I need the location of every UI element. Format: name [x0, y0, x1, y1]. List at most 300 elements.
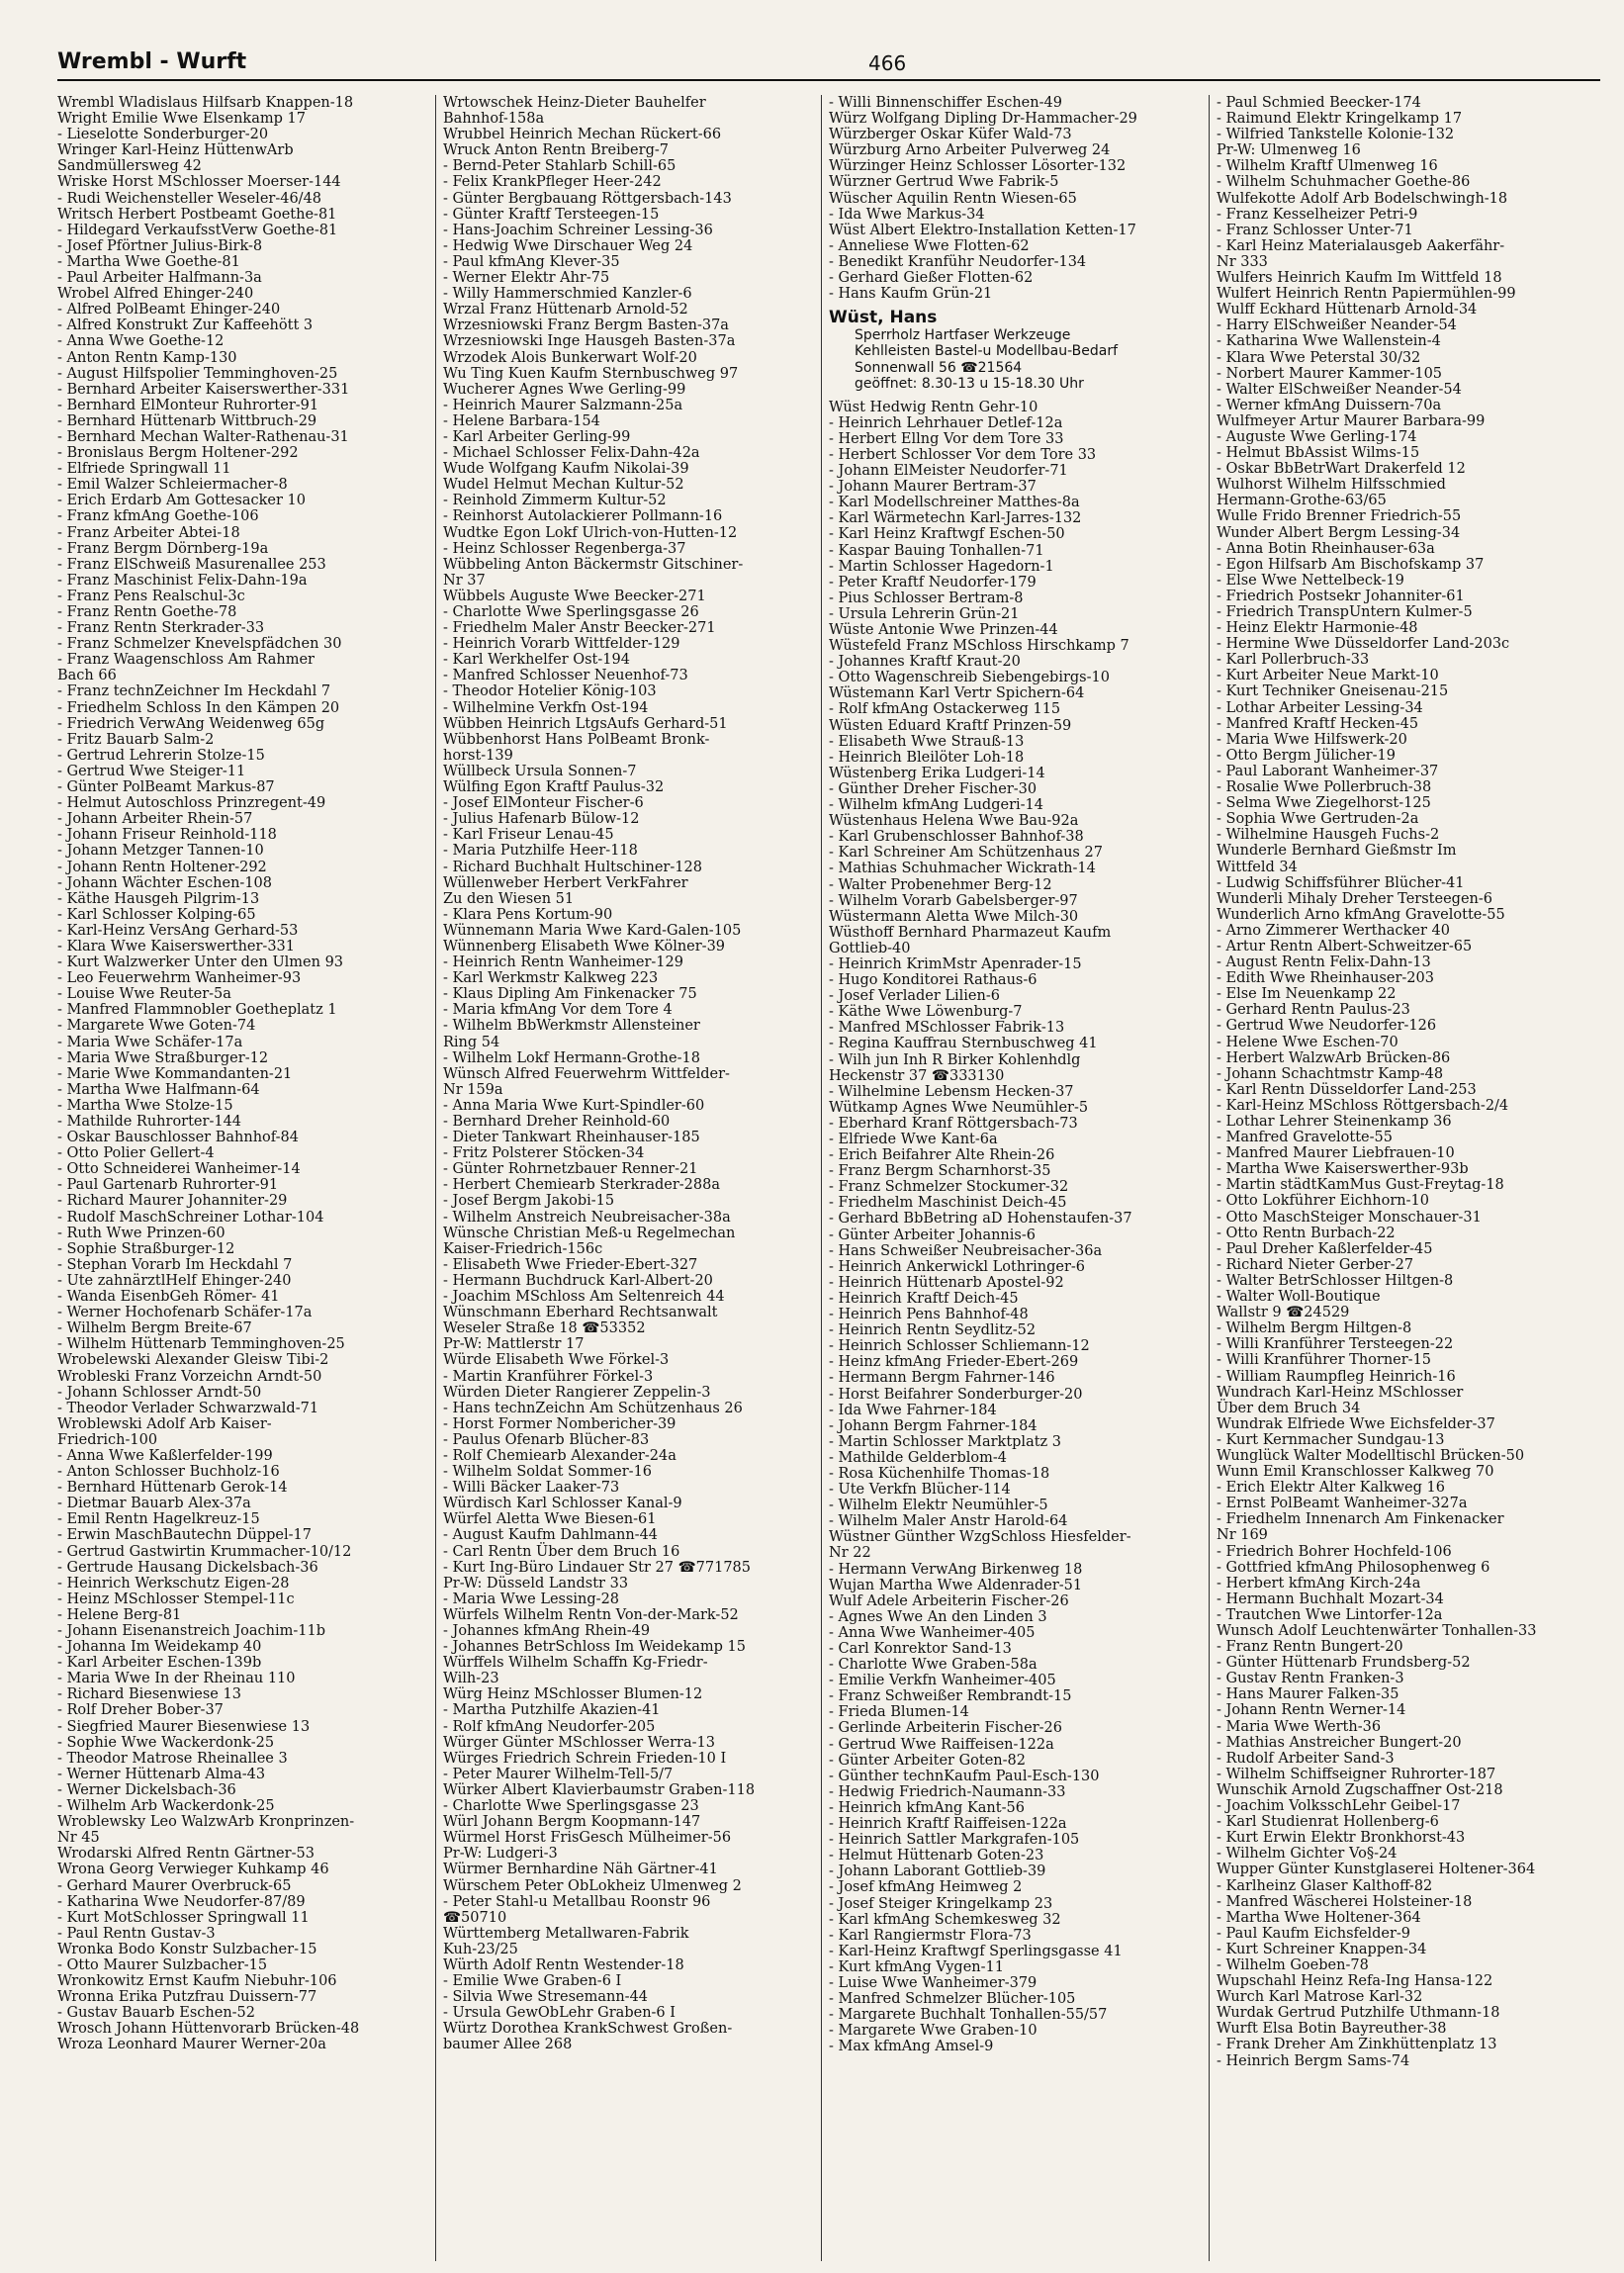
directory-entry: Pr-W: Ludgeri-3 [443, 1846, 558, 1863]
directory-entry: Würger Günter MSchlosser Werra-13 [443, 1734, 715, 1751]
directory-entry: Wüscher Aquilin Rentn Wiesen-65 [829, 190, 1077, 207]
directory-entry: - Willi Binnenschiffer Eschen-49 [829, 95, 1062, 111]
directory-entry: - Sophie Straßburger-12 [57, 1240, 235, 1257]
directory-entry: - Wilh jun Inh R Birker Kohlenhdlg [829, 1051, 1081, 1068]
directory-entry: - Leo Feuerwehrm Wanheimer-93 [57, 970, 302, 987]
directory-entry: - Klara Pens Kortum-90 [443, 906, 613, 923]
directory-entry: - Käthe Hausgeh Pilgrim-13 [57, 890, 260, 907]
directory-entry: - Gertrude Hausang Dickelsbach-36 [57, 1559, 318, 1576]
directory-entry: - Rolf Dreher Bober-37 [57, 1702, 224, 1719]
directory-entry: - Johann Friseur Reinhold-118 [57, 827, 277, 844]
directory-entry: Wünsche Christian Meß-u Regelmechan [443, 1225, 736, 1241]
directory-entry: Weseler Straße 18 ☎53352 [443, 1320, 646, 1337]
directory-entry: - Emil Walzer Schleiermacher-8 [57, 477, 288, 494]
directory-entry: Wunn Emil Kranschlosser Kalkweg 70 [1217, 1464, 1494, 1481]
directory-entry: Wude Wolfgang Kaufm Nikolai-39 [443, 461, 689, 478]
directory-columns [57, 95, 1600, 2261]
directory-entry: - Karl Rentn Düsseldorfer Land-253 [1217, 1081, 1477, 1098]
directory-entry: Wroblewsky Leo WalzwArb Kronprinzen- [57, 1814, 355, 1831]
directory-entry: - Richard Biesenwiese 13 [57, 1686, 241, 1703]
directory-entry: - Heinrich Schlosser Schliemann-12 [829, 1338, 1090, 1355]
directory-entry: - Maria Wwe Schäfer-17a [57, 1034, 243, 1050]
directory-entry: - Wanda EisenbGeh Römer- 41 [57, 1289, 280, 1306]
directory-entry: Wüsthoff Bernhard Pharmazeut Kaufm [829, 924, 1112, 941]
directory-entry: - Werner Hüttenarb Alma-43 [57, 1766, 266, 1782]
directory-entry: - Walter Probenehmer Berg-12 [829, 876, 1052, 893]
directory-entry: - Maria Putzhilfe Heer-118 [443, 843, 638, 860]
directory-entry: - Johannes kfmAng Rhein-49 [443, 1623, 651, 1639]
directory-entry: - Heinrich Hüttenarb Apostel-92 [829, 1274, 1064, 1291]
directory-entry: - Helene Berg-81 [57, 1606, 182, 1623]
directory-entry: - Franz Schlosser Unter-71 [1217, 222, 1413, 238]
directory-entry: Wrobleski Franz Vorzeichn Arndt-50 [57, 1368, 322, 1385]
directory-entry: - Werner kfmAng Duissern-70a [1217, 397, 1442, 413]
directory-entry: - Anna Wwe Kaßlerfelder-199 [57, 1447, 273, 1464]
directory-entry: - Frieda Blumen-14 [829, 1704, 969, 1721]
directory-entry: - Kurt kfmAng Vygen-11 [829, 1958, 1004, 1975]
directory-entry: - Maria Wwe Straßburger-12 [57, 1049, 269, 1066]
directory-entry: - Otto Lokführer Eichhorn-10 [1217, 1193, 1430, 1210]
directory-entry: Zu den Wiesen 51 [443, 890, 575, 907]
directory-entry: - Rudolf Arbeiter Sand-3 [1217, 1750, 1395, 1767]
directory-entry: - Norbert Maurer Kammer-105 [1217, 365, 1443, 382]
directory-entry: - Helmut BbAssist Wilms-15 [1217, 445, 1420, 462]
directory-entry: - Stephan Vorarb Im Heckdahl 7 [57, 1256, 293, 1273]
directory-entry: - Benedikt Kranführ Neudorfer-134 [829, 253, 1087, 270]
directory-entry: - Paul Arbeiter Halfmann-3a [57, 270, 262, 287]
directory-entry: - Kurt Techniker Gneisenau-215 [1217, 683, 1449, 700]
directory-entry: - Herbert Chemiearb Sterkrader-288a [443, 1177, 720, 1194]
directory-entry: Wübben Heinrich LtgsAufs Gerhard-51 [443, 715, 728, 732]
directory-entry: - Peter Maurer Wilhelm-Tell-5/7 [443, 1766, 674, 1782]
directory-entry: - Trautchen Wwe Lintorfer-12a [1217, 1606, 1443, 1623]
directory-entry: - Richard Maurer Johanniter-29 [57, 1193, 288, 1210]
directory-entry: - Wilhelm Lokf Hermann-Grothe-18 [443, 1049, 700, 1066]
directory-entry: - Bernhard Mechan Walter-Rathenau-31 [57, 428, 349, 445]
directory-entry: - Wilhelmine Lebensm Hecken-37 [829, 1083, 1074, 1100]
directory-entry: Ring 54 [443, 1034, 500, 1050]
directory-entry: - Wilhelm Schiffseigner Ruhrorter-187 [1217, 1766, 1496, 1782]
directory-entry: - August Kaufm Dahlmann-44 [443, 1527, 659, 1544]
directory-entry: - Otto Schneiderei Wanheimer-14 [57, 1161, 301, 1178]
directory-entry: - Mathilde Gelderblom-4 [829, 1449, 1008, 1466]
directory-entry: Wütkamp Agnes Wwe Neumühler-5 [829, 1099, 1089, 1116]
directory-entry: - Wilhelm kfmAng Ludgeri-14 [829, 797, 1043, 814]
directory-entry: - Helmut Autoschloss Prinzregent-49 [57, 795, 326, 812]
directory-entry: - Erich Beifahrer Alte Rhein-26 [829, 1147, 1055, 1164]
directory-entry: - Katharina Wwe Neudorfer-87/89 [57, 1893, 306, 1910]
directory-entry: Nr 159a [443, 1081, 503, 1098]
directory-entry: Wupper Günter Kunstglaserei Holtener-364 [1217, 1862, 1536, 1878]
column-divider [821, 95, 822, 2261]
directory-entry: - Kurt Schreiner Knappen-34 [1217, 1941, 1427, 1957]
directory-entry: - Günter PolBeamt Markus-87 [57, 779, 275, 796]
directory-entry: - Friedrich VerwAng Weidenweg 65g [57, 715, 325, 732]
directory-entry: Wunschik Arnold Zugschaffner Ost-218 [1217, 1781, 1503, 1798]
directory-entry: Wronka Bodo Konstr Sulzbacher-15 [57, 1941, 317, 1957]
column-2 [443, 95, 817, 2261]
directory-entry: - Emil Rentn Hagelkreuz-15 [57, 1511, 260, 1528]
directory-entry: Wronkowitz Ernst Kaufm Niebuhr-106 [57, 1973, 337, 1990]
directory-entry: - Egon Hilfsarb Am Bischofskamp 37 [1217, 556, 1485, 573]
directory-entry: - Franz ElSchweiß Masurenallee 253 [57, 556, 326, 573]
directory-entry: - Franz Waagenschloss Am Rahmer [57, 652, 315, 669]
directory-entry: - Johann Schachtmstr Kamp-48 [1217, 1065, 1444, 1082]
directory-entry: - Luise Wwe Wanheimer-379 [829, 1974, 1038, 1991]
directory-entry: - Walter ElSchweißer Neander-54 [1217, 381, 1462, 398]
directory-entry: Wulhorst Wilhelm Hilfsschmied [1217, 477, 1446, 494]
directory-entry: - Johann Maurer Bertram-37 [829, 479, 1037, 496]
directory-entry: - Lothar Arbeiter Lessing-34 [1217, 699, 1423, 716]
directory-entry: - Manfred Wäscherei Holsteiner-18 [1217, 1893, 1473, 1910]
directory-entry: - Rolf Chemiearb Alexander-24a [443, 1447, 677, 1464]
directory-entry: - Karl Grubenschlosser Bahnhof-38 [829, 829, 1084, 846]
directory-entry: Wüstefeld Franz MSchloss Hirschkamp 7 [829, 638, 1129, 655]
directory-entry: - Wilhelm BbWerkmstr Allensteiner [443, 1018, 700, 1035]
directory-entry: - Gottfried kfmAng Philosophenweg 6 [1217, 1559, 1490, 1576]
directory-entry: Wunder Albert Bergm Lessing-34 [1217, 524, 1461, 541]
directory-entry: - Friedhelm Innenarch Am Finkenacker [1217, 1511, 1504, 1528]
directory-entry: - Ida Wwe Markus-34 [829, 206, 985, 223]
directory-entry: Würth Adolf Rentn Westender-18 [443, 1956, 684, 1973]
directory-entry: Wujan Martha Wwe Aldenrader-51 [829, 1577, 1083, 1593]
directory-entry: - Karl Studienrat Hollenberg-6 [1217, 1814, 1439, 1831]
directory-entry: - Wilhelmine Verkfn Ost-194 [443, 699, 649, 716]
directory-entry: - Franz Rentn Sterkrader-33 [57, 620, 265, 637]
directory-entry: - Heinz Schlosser Regenberga-37 [443, 540, 686, 557]
directory-entry: - Elisabeth Wwe Frieder-Ebert-327 [443, 1256, 698, 1273]
directory-entry: - Horst Former Nombericher-39 [443, 1415, 677, 1432]
directory-entry: - Ruth Wwe Prinzen-60 [57, 1225, 226, 1241]
directory-entry: - Paul Gartenarb Ruhrorter-91 [57, 1177, 279, 1194]
directory-entry: - Johann Metzger Tannen-10 [57, 843, 264, 860]
directory-entry: - Friedhelm Maschinist Deich-45 [829, 1195, 1067, 1212]
directory-entry: - Hans technZeichn Am Schützenhaus 26 [443, 1400, 743, 1416]
directory-entry: - Heinrich Pens Bahnhof-48 [829, 1307, 1029, 1323]
directory-entry: - Joachim VolksschLehr Geibel-17 [1217, 1798, 1461, 1815]
directory-entry: Wrzesniowski Inge Hausgeh Basten-37a [443, 333, 736, 350]
directory-entry: - Gerhard Rentn Paulus-23 [1217, 1002, 1410, 1019]
directory-entry: - Martha Wwe Holtener-364 [1217, 1909, 1421, 1926]
directory-entry: - Rudolf MaschSchreiner Lothar-104 [57, 1209, 324, 1226]
directory-entry: - Manfred Schmelzer Blücher-105 [829, 1991, 1076, 2008]
directory-entry: - Karl-Heinz MSchloss Röttgersbach-2/4 [1217, 1097, 1509, 1114]
directory-entry: Wudel Helmut Mechan Kultur-52 [443, 477, 684, 494]
directory-entry: - Hermann Buchdruck Karl-Albert-20 [443, 1272, 713, 1289]
directory-entry: - Günter Arbeiter Goten-82 [829, 1752, 1026, 1769]
directory-entry: Wrodarski Alfred Rentn Gärtner-53 [57, 1846, 315, 1863]
directory-entry: - Karl Arbeiter Eschen-139b [57, 1655, 262, 1672]
directory-entry: - Werner Dickelsbach-36 [57, 1781, 236, 1798]
directory-entry: - Franz Rentn Bungert-20 [1217, 1639, 1403, 1656]
directory-entry: - Paul Laborant Wanheimer-37 [1217, 763, 1439, 779]
directory-entry: - Otto Bergm Jülicher-19 [1217, 747, 1396, 764]
directory-entry: Wucherer Agnes Wwe Gerling-99 [443, 381, 686, 398]
directory-entry: - Else Wwe Nettelbeck-19 [1217, 572, 1404, 589]
directory-entry: - Charlotte Wwe Graben-58a [829, 1657, 1038, 1674]
directory-entry: - Gertrud Wwe Neudorfer-126 [1217, 1018, 1437, 1035]
directory-entry: - Heinz kfmAng Frieder-Ebert-269 [829, 1354, 1079, 1371]
directory-entry: Bach 66 [57, 668, 117, 684]
directory-entry: - Hermann Bergm Fahrner-146 [829, 1370, 1055, 1387]
directory-entry: - Heinrich Kraftf Raiffeisen-122a [829, 1816, 1067, 1833]
directory-entry: - Heinrich Bergm Sams-74 [1217, 2052, 1410, 2069]
directory-entry: Würffels Wilhelm Schaffn Kg-Friedr- [443, 1655, 708, 1672]
directory-entry: - Franz Bergm Scharnhorst-35 [829, 1163, 1051, 1180]
directory-entry: - Heinrich Kraftf Deich-45 [829, 1290, 1019, 1307]
directory-entry: Würges Friedrich Schrein Frieden-10 I [443, 1750, 727, 1767]
directory-entry: - Rolf kfmAng Neudorfer-205 [443, 1718, 656, 1735]
directory-entry: Wurdak Gertrud Putzhilfe Uthmann-18 [1217, 2005, 1500, 2022]
directory-entry: - Margarete Wwe Goten-74 [57, 1018, 256, 1035]
directory-entry: - Friedrich Bohrer Hochfeld-106 [1217, 1543, 1452, 1560]
directory-entry: - Bronislaus Bergm Holtener-292 [57, 445, 299, 462]
directory-entry: Wüst Albert Elektro-Installation Ketten-17 [829, 222, 1136, 238]
column-4 [1217, 95, 1590, 2261]
directory-entry: - Erich Erdarb Am Gottesacker 10 [57, 493, 306, 509]
directory-entry: Wittfeld 34 [1217, 859, 1298, 875]
directory-entry: - Felix KrankPfleger Heer-242 [443, 174, 662, 191]
directory-entry: - Else Im Neuenkamp 22 [1217, 986, 1397, 1003]
directory-entry: - Wilhelm Goeben-78 [1217, 1956, 1369, 1973]
directory-entry: - Edith Wwe Rheinhauser-203 [1217, 970, 1434, 987]
directory-entry: - Horst Beifahrer Sonderburger-20 [829, 1386, 1083, 1403]
directory-entry: Wüstner Günther WzgSchloss Hiesfelder- [829, 1529, 1131, 1546]
directory-entry: - Wilhelm Vorarb Gabelsberger-97 [829, 892, 1078, 909]
directory-entry: - Günter Rohrnetzbauer Renner-21 [443, 1161, 698, 1178]
directory-entry: - Pius Schlosser Bertram-8 [829, 590, 1024, 606]
directory-entry: Wallstr 9 ☎24529 [1217, 1305, 1350, 1321]
directory-entry: - Martin Schlosser Hagedorn-1 [829, 558, 1054, 575]
directory-entry: - Rolf kfmAng Ostackerweg 115 [829, 701, 1061, 718]
directory-entry: Wupschahl Heinz Refa-Ing Hansa-122 [1217, 1973, 1493, 1990]
directory-entry: - Anneliese Wwe Flotten-62 [829, 237, 1030, 254]
directory-entry: - Heinrich Maurer Salzmann-25a [443, 397, 683, 413]
directory-entry: - Anna Botin Rheinhauser-63a [1217, 540, 1435, 557]
directory-entry: - Mathilde Ruhrorter-144 [57, 1114, 242, 1130]
directory-entry: - Johann Wächter Eschen-108 [57, 874, 272, 891]
directory-entry: - Franz Kesselheizer Petri-9 [1217, 206, 1418, 223]
directory-entry: Wünnenberg Elisabeth Wwe Kölner-39 [443, 938, 726, 955]
directory-entry: Wrzesniowski Franz Bergm Basten-37a [443, 318, 729, 334]
directory-entry: - Auguste Wwe Gerling-174 [1217, 428, 1417, 445]
directory-entry: - Richard Nieter Gerber-27 [1217, 1256, 1414, 1273]
directory-entry: - Joachim MSchloss Am Seltenreich 44 [443, 1289, 725, 1306]
directory-entry: - Raimund Elektr Kringelkamp 17 [1217, 111, 1463, 128]
directory-entry: - Paul Rentn Gustav-3 [57, 1925, 216, 1942]
directory-entry: Wurft Elsa Botin Bayreuther-38 [1217, 2021, 1447, 2038]
directory-heading: Wüst, Hans [829, 308, 938, 328]
directory-entry: - Ernst PolBeamt Wanheimer-327a [1217, 1496, 1468, 1512]
directory-entry: - Johann Bergm Fahrner-184 [829, 1417, 1038, 1434]
directory-entry: - Kurt Kernmacher Sundgau-13 [1217, 1431, 1445, 1448]
directory-entry: - Max kfmAng Amsel-9 [829, 2039, 994, 2055]
directory-entry: - Heinrich Rentn Wanheimer-129 [443, 955, 683, 971]
directory-entry: - Erich Elektr Alter Kalkweg 16 [1217, 1480, 1445, 1497]
directory-entry: - Karl Rangiermstr Flora-73 [829, 1927, 1032, 1944]
directory-entry: - Hans Schweißer Neubreisacher-36a [829, 1242, 1103, 1259]
running-head: Wrembl - Wurft [57, 49, 247, 74]
directory-entry: Wrobel Alfred Ehinger-240 [57, 286, 254, 303]
directory-entry: - Johann Rentn Holtener-292 [57, 859, 267, 875]
directory-entry: - Wilhelm Gichter Vo§-24 [1217, 1846, 1398, 1863]
directory-entry: Würschem Peter ObLokheiz Ulmenweg 2 [443, 1877, 742, 1894]
directory-entry: Wüstenhaus Helena Wwe Bau-92a [829, 813, 1079, 830]
directory-entry: - Margarete Buchhalt Tonhallen-55/57 [829, 2007, 1108, 2024]
directory-entry: Wrtowschek Heinz-Dieter Bauhelfer [443, 95, 706, 111]
directory-entry: - Heinrich Vorarb Wittfelder-129 [443, 636, 680, 653]
directory-entry: - Otto Rentn Burbach-22 [1217, 1225, 1396, 1241]
directory-entry: - Heinz Elektr Harmonie-48 [1217, 620, 1418, 637]
directory-entry: - Hans Kaufm Grün-21 [829, 286, 993, 303]
directory-entry: Wülfing Egon Kraftf Paulus-32 [443, 779, 665, 796]
directory-entry: - Karlheinz Glaser Kalthoff-82 [1217, 1877, 1433, 1894]
page-number: 466 [868, 51, 907, 75]
directory-entry: Nr 333 [1217, 253, 1268, 270]
directory-entry: Würzberger Oskar Küfer Wald-73 [829, 127, 1072, 143]
directory-entry: - Martin Schlosser Marktplatz 3 [829, 1433, 1062, 1450]
directory-entry: Wulfmeyer Artur Maurer Barbara-99 [1217, 412, 1486, 429]
directory-entry: Wrzal Franz Hüttenarb Arnold-52 [443, 302, 688, 318]
directory-entry: - Gertrud Lehrerin Stolze-15 [57, 747, 265, 764]
directory-entry: - Marie Wwe Kommandanten-21 [57, 1065, 293, 1082]
directory-entry: Gottlieb-40 [829, 940, 911, 956]
column-divider [435, 95, 436, 2261]
directory-entry: Hermann-Grothe-63/65 [1217, 493, 1387, 509]
directory-entry: - Silvia Wwe Stresemann-44 [443, 1989, 649, 2006]
directory-entry: Friedrich-100 [57, 1431, 158, 1448]
directory-entry: - Willi Kranführer Thorner-15 [1217, 1352, 1432, 1369]
directory-entry: - Heinz MSchlosser Stempel-11c [57, 1591, 295, 1607]
directory-entry: - Johannes BetrSchloss Im Weidekamp 15 [443, 1639, 747, 1656]
directory-entry: - Lieselotte Sonderburger-20 [57, 127, 269, 143]
directory-entry: - Karl Wärmetechn Karl-Jarres-132 [829, 510, 1082, 527]
directory-entry: Wudtke Egon Lokf Ulrich-von-Hutten-12 [443, 524, 738, 541]
directory-entry: - Ludwig Schiffsführer Blücher-41 [1217, 874, 1465, 891]
directory-entry: - Friedhelm Maler Anstr Beecker-271 [443, 620, 716, 637]
directory-entry: - Mathias Schuhmacher Wickrath-14 [829, 861, 1096, 877]
directory-entry: Wüste Antonie Wwe Prinzen-44 [829, 622, 1058, 638]
directory-entry: - Elisabeth Wwe Strauß-13 [829, 733, 1025, 750]
directory-entry: - Julius Hafenarb Bülow-12 [443, 811, 640, 828]
directory-entry: - Heinrich Rentn Seydlitz-52 [829, 1322, 1037, 1339]
directory-entry: - Emilie Verkfn Wanheimer-405 [829, 1673, 1056, 1689]
directory-entry: - Ursula GewObLehr Graben-6 I [443, 2005, 676, 2022]
directory-entry: - Karl Werkhelfer Ost-194 [443, 652, 630, 669]
directory-entry: - Walter BetrSchlosser Hiltgen-8 [1217, 1272, 1454, 1289]
directory-entry: - Martha Wwe Kaiserswerther-93b [1217, 1161, 1469, 1178]
directory-entry: Wilh-23 [443, 1671, 499, 1687]
directory-entry: - Paul Kaufm Eichsfelder-9 [1217, 1925, 1411, 1942]
directory-entry: - Theodor Matrose Rheinallee 3 [57, 1750, 288, 1767]
directory-entry: Wunderlich Arno kfmAng Gravelotte-55 [1217, 906, 1505, 923]
directory-entry: - Alfred PolBeamt Ehinger-240 [57, 302, 281, 318]
directory-entry: - Wilhelm Hüttenarb Temminghoven-25 [57, 1336, 345, 1353]
directory-entry: Wüsten Eduard Kraftf Prinzen-59 [829, 717, 1072, 734]
directory-entry: - Karl Werkmstr Kalkweg 223 [443, 970, 659, 987]
directory-entry: Würden Dieter Rangierer Zeppelin-3 [443, 1384, 711, 1401]
directory-entry: - Hedwig Friedrich-Naumann-33 [829, 1783, 1066, 1800]
directory-entry: - Maria Wwe In der Rheinau 110 [57, 1671, 296, 1687]
directory-entry: Wübbels Auguste Wwe Beecker-271 [443, 588, 706, 604]
directory-entry: Wüstemann Karl Vertr Spichern-64 [829, 685, 1085, 702]
directory-entry: - Hedwig Wwe Dirschauer Weg 24 [443, 237, 693, 254]
directory-entry: Nr 37 [443, 572, 486, 589]
directory-entry: - Karl Heinz Kraftwgf Eschen-50 [829, 526, 1065, 543]
directory-entry: - Herbert kfmAng Kirch-24a [1217, 1575, 1421, 1591]
directory-entry: - Katharina Wwe Wallenstein-4 [1217, 333, 1441, 350]
directory-entry: - Josef kfmAng Heimweg 2 [829, 1879, 1023, 1896]
directory-entry: Wruck Anton Rentn Breiberg-7 [443, 142, 669, 159]
directory-entry: - Oskar BbBetrWart Drakerfeld 12 [1217, 461, 1466, 478]
directory-entry: - Hugo Konditorei Rathaus-6 [829, 972, 1038, 989]
directory-entry: Wurch Karl Matrose Karl-32 [1217, 1989, 1423, 2006]
directory-entry: - Willy Hammerschmied Kanzler-6 [443, 286, 692, 303]
directory-entry: - Johann ElMeister Neudorfer-71 [829, 463, 1068, 480]
directory-entry: - Wilhelm Arb Wackerdonk-25 [57, 1798, 275, 1815]
directory-entry: - Heinrich Werkschutz Eigen-28 [57, 1575, 290, 1591]
directory-entry: - Charlotte Wwe Sperlingsgasse 23 [443, 1798, 699, 1815]
directory-entry: - Karl Heinz Materialausgeb Aakerfähr- [1217, 237, 1505, 254]
directory-entry: Wu Ting Kuen Kaufm Sternbuschweg 97 [443, 365, 739, 382]
directory-entry: Wundrak Elfriede Wwe Eichsfelder-37 [1217, 1415, 1495, 1432]
directory-entry: - Johann Eisenanstreich Joachim-11b [57, 1623, 326, 1639]
header-rule [57, 79, 1600, 81]
directory-entry: Wroza Leonhard Maurer Werner-20a [57, 2037, 326, 2053]
directory-entry: - Louise Wwe Reuter-5a [57, 986, 231, 1003]
column-1 [57, 95, 431, 2261]
directory-entry: - Heinrich Bleilöter Loh-18 [829, 749, 1025, 766]
directory-entry: - Kurt MotSchlosser Springwall 11 [57, 1909, 310, 1926]
directory-entry: - Carl Konrektor Sand-13 [829, 1641, 1012, 1657]
directory-entry: - Martha Wwe Halfmann-64 [57, 1081, 260, 1098]
directory-entry: - Carl Rentn Über dem Bruch 16 [443, 1543, 680, 1560]
directory-entry: Kaiser-Friedrich-156c [443, 1240, 603, 1257]
directory-entry: - Maria Wwe Lessing-28 [443, 1591, 620, 1607]
directory-entry: - Franz Schweißer Rembrandt-15 [829, 1688, 1072, 1705]
advertisement-line: geöffnet: 8.30-13 u 15-18.30 Uhr [855, 375, 1084, 392]
directory-entry: - Otto Polier Gellert-4 [57, 1145, 215, 1162]
directory-entry: - Otto Wagenschreib Siebengebirgs-10 [829, 670, 1110, 686]
directory-entry: - Karl Schreiner Am Schützenhaus 27 [829, 845, 1103, 862]
directory-entry: - Sophie Wwe Wackerdonk-25 [57, 1734, 275, 1751]
directory-entry: - Bernhard Dreher Reinhold-60 [443, 1114, 671, 1130]
directory-entry: - Frank Dreher Am Zinkhüttenplatz 13 [1217, 2037, 1497, 2053]
directory-entry: Wright Emilie Wwe Elsenkamp 17 [57, 111, 306, 128]
directory-entry: - Maria kfmAng Vor dem Tore 4 [443, 1002, 673, 1019]
directory-entry: - Manfred Maurer Liebfrauen-10 [1217, 1145, 1455, 1162]
directory-entry: - Hermann Buchhalt Mozart-34 [1217, 1591, 1444, 1607]
directory-entry: Würzner Gertrud Wwe Fabrik-5 [829, 174, 1059, 191]
directory-entry: - Wilhelm Bergm Hiltgen-8 [1217, 1320, 1412, 1337]
directory-entry: - Rosalie Wwe Pollerbruch-38 [1217, 779, 1432, 796]
directory-entry: - Franz Rentn Goethe-78 [57, 604, 237, 620]
directory-entry: Wünsch Alfred Feuerwehrm Wittfelder- [443, 1065, 730, 1082]
directory-entry: - Heinrich Sattler Markgrafen-105 [829, 1832, 1080, 1849]
column-divider [1209, 95, 1210, 2261]
directory-entry: - Alfred Konstrukt Zur Kaffeehött 3 [57, 318, 314, 334]
directory-entry: - Hans Maurer Falken-35 [1217, 1686, 1399, 1703]
directory-entry: Wüstermann Aletta Wwe Milch-30 [829, 908, 1079, 925]
directory-entry: - Johann Schlosser Arndt-50 [57, 1384, 262, 1401]
directory-entry: - Gustav Rentn Franken-3 [1217, 1671, 1404, 1687]
directory-entry: - Harry ElSchweißer Neander-54 [1217, 318, 1457, 334]
directory-entry: - Herbert WalzwArb Brücken-86 [1217, 1049, 1451, 1066]
directory-entry: - Ute zahnärztlHelf Ehinger-240 [57, 1272, 292, 1289]
directory-entry: Wulfekotte Adolf Arb Bodelschwingh-18 [1217, 190, 1508, 207]
directory-entry: - Martin städtKamMus Gust-Freytag-18 [1217, 1177, 1504, 1194]
directory-entry: - Wilhelm Maler Anstr Harold-64 [829, 1513, 1068, 1530]
